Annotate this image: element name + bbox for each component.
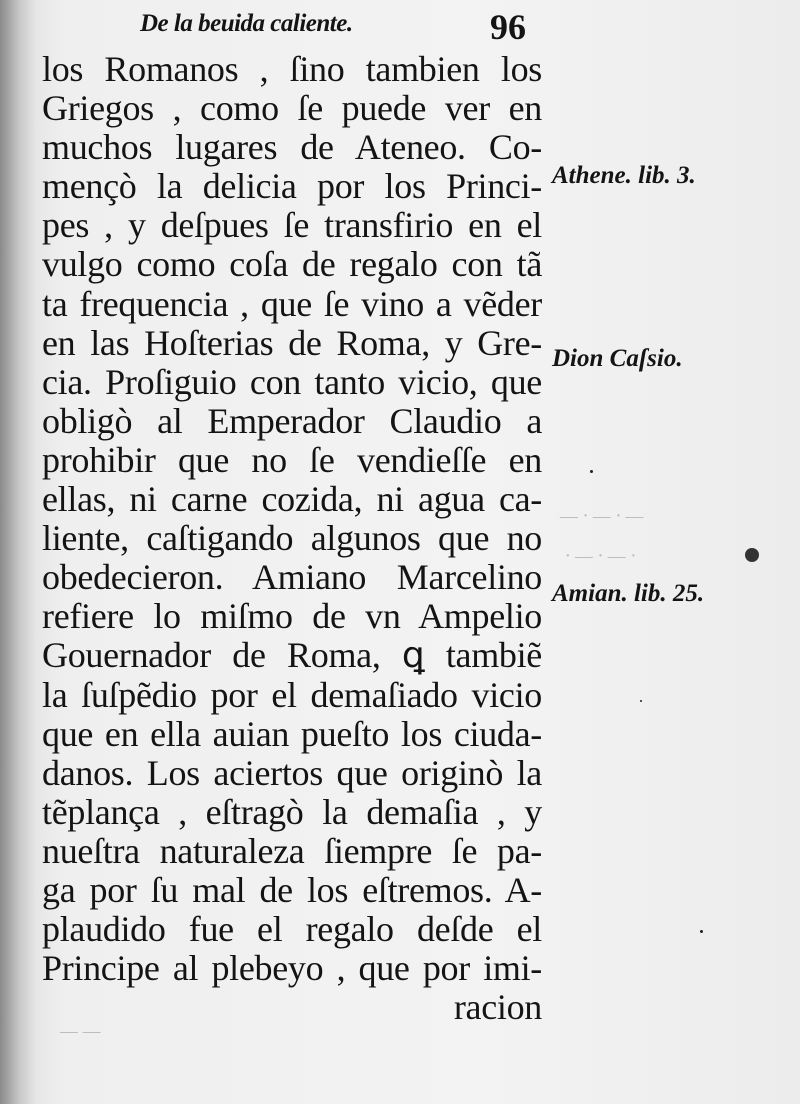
running-title: De la beuida caliente.: [140, 10, 353, 37]
body-text: [42, 50, 542, 1027]
text-line: refiere lo miſmo de vn Ampelio: [42, 596, 542, 637]
text-line: vulgo como coſa de regalo con tã: [42, 244, 542, 285]
text-line: en las Hoſterias de Roma, y Gre-: [42, 322, 542, 363]
marginal-note: Amian. lib. 25.: [552, 580, 705, 607]
text-line: cia. Proſiguio con tanto vicio, que: [42, 361, 542, 402]
text-line: obligò al Emperador Claudio a: [42, 400, 542, 441]
text-line: obedecieron. Amiano Marcelino: [42, 557, 542, 598]
text-line: danos. Los aciertos que originò la: [42, 752, 542, 793]
page-number: 96: [490, 7, 526, 47]
bleed-through-mark: — · — · —: [560, 505, 644, 527]
text-line: liente, caſtigando algunos que no: [42, 518, 542, 559]
text-line: plaudido fue el regalo deſde el: [42, 909, 542, 950]
text-line: Principe al plebeyo , que por imi-: [42, 948, 542, 989]
text-line: nueſtra naturaleza ſiempre ſe pa-: [42, 830, 542, 871]
text-line: la ſuſpẽdio por el demaſiado vicio: [42, 674, 542, 715]
text-line: que en ella auian pueſto los ciuda-: [42, 713, 542, 754]
text-line: Griegos , como ſe puede ver en: [42, 88, 542, 129]
text-line: pes , y deſpues ſe transfirio en el: [42, 205, 542, 246]
text-line: tẽplança , eſtragò la demaſia , y: [42, 791, 542, 832]
binding-shadow: [0, 0, 36, 1104]
catchword: racion: [453, 987, 542, 1028]
text-line: ga por ſu mal de los eſtremos. A-: [42, 869, 542, 910]
text-line: prohibir que no ſe vendieſſe en: [42, 439, 542, 480]
marginal-note: Dion Caſsio.: [552, 345, 683, 372]
ink-speck: [640, 700, 642, 702]
marginal-note: Athene. lib. 3.: [552, 162, 696, 189]
text-line: Gouernador de Roma, ꝗ tambiẽ: [42, 635, 542, 676]
ink-speck: [745, 548, 759, 562]
bleed-through-mark: · — · — ·: [565, 545, 636, 567]
text-line: mençò la delicia por los Princi-: [42, 166, 542, 207]
ink-speck: [590, 470, 593, 473]
text-line: los Romanos , ſino tambien los: [42, 49, 542, 89]
text-line: muchos lugares de Ateneo. Co-: [42, 127, 542, 168]
bleed-through-mark: — —: [60, 1020, 101, 1042]
text-line: ellas, ni carne cozida, ni agua ca-: [42, 479, 542, 520]
text-line: ta frequencia , que ſe vino a vẽder: [42, 283, 542, 324]
ink-speck: [700, 930, 703, 933]
